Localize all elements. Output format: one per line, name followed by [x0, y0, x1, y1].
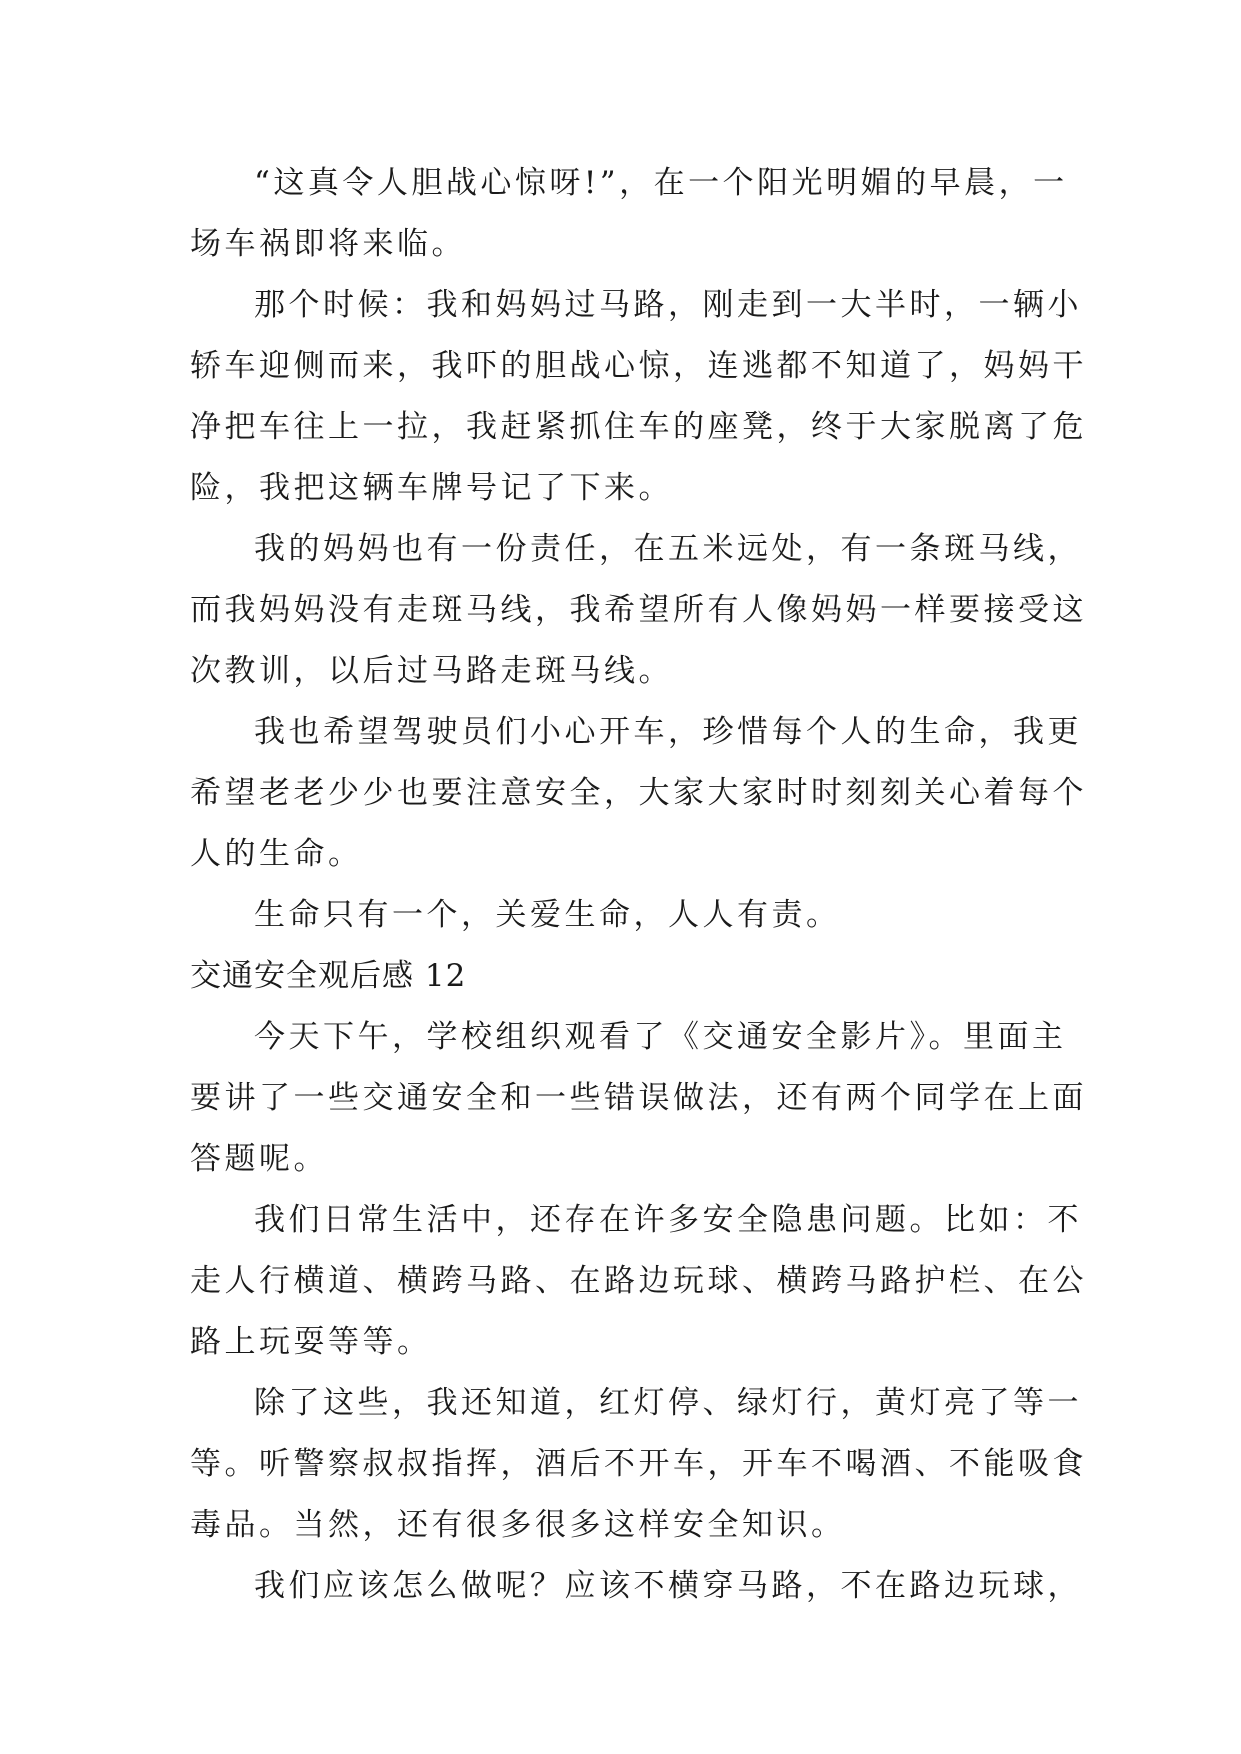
paragraph-line: 我也希望驾驶员们小心开车，珍惜每个人的生命，我更: [254, 714, 1082, 750]
paragraph-line: 走人行横道、横跨马路、在路边玩球、横跨马路护栏、在公: [190, 1263, 1087, 1299]
paragraph-line: 而我妈妈没有走斑马线，我希望所有人像妈妈一样要接受这: [190, 592, 1087, 628]
paragraph-line: 那个时候：我和妈妈过马路，刚走到一大半时，一辆小: [254, 287, 1082, 323]
document-page: [190, 153, 1087, 1617]
paragraph-line: 生命只有一个，关爱生命，人人有责。: [254, 897, 841, 933]
paragraph-line: 人的生命。: [190, 836, 363, 872]
paragraph-line: 毒品。当然，还有很多很多这样安全知识。: [190, 1507, 846, 1543]
paragraph-line: 险，我把这辆车牌号记了下来。: [190, 470, 673, 506]
paragraph-line: 要讲了一些交通安全和一些错误做法，还有两个同学在上面: [190, 1080, 1087, 1116]
paragraph-line: 我们日常生活中，还存在许多安全隐患问题。比如：不: [254, 1202, 1082, 1238]
section-heading: 交通安全观后感 12: [190, 958, 467, 994]
paragraph-line: 希望老老少少也要注意安全，大家大家时时刻刻关心着每个: [190, 775, 1087, 811]
paragraph-line: 净把车往上一拉，我赶紧抓住车的座凳，终于大家脱离了危: [190, 409, 1087, 445]
paragraph-line: 今天下午，学校组织观看了《交通安全影片》。里面主: [254, 1019, 1067, 1055]
paragraph-line: 我们应该怎么做呢？应该不横穿马路，不在路边玩球，: [254, 1568, 1082, 1604]
paragraph-line: 场车祸即将来临。: [190, 226, 466, 262]
paragraph-line: 答题呢。: [190, 1141, 328, 1177]
paragraph-line: 我的妈妈也有一份责任，在五米远处，有一条斑马线，: [254, 531, 1082, 567]
paragraph-line: 次教训，以后过马路走斑马线。: [190, 653, 673, 689]
paragraph-line: 轿车迎侧而来，我吓的胆战心惊，连逃都不知道了，妈妈干: [190, 348, 1087, 384]
paragraph-line: 等。听警察叔叔指挥，酒后不开车，开车不喝酒、不能吸食: [190, 1446, 1087, 1482]
paragraph-line: 除了这些，我还知道，红灯停、绿灯行，黄灯亮了等一: [254, 1385, 1082, 1421]
paragraph-line: “这真令人胆战心惊呀!”，在一个阳光明媚的早晨，一: [254, 165, 1068, 201]
paragraph-line: 路上玩耍等等。: [190, 1324, 432, 1360]
